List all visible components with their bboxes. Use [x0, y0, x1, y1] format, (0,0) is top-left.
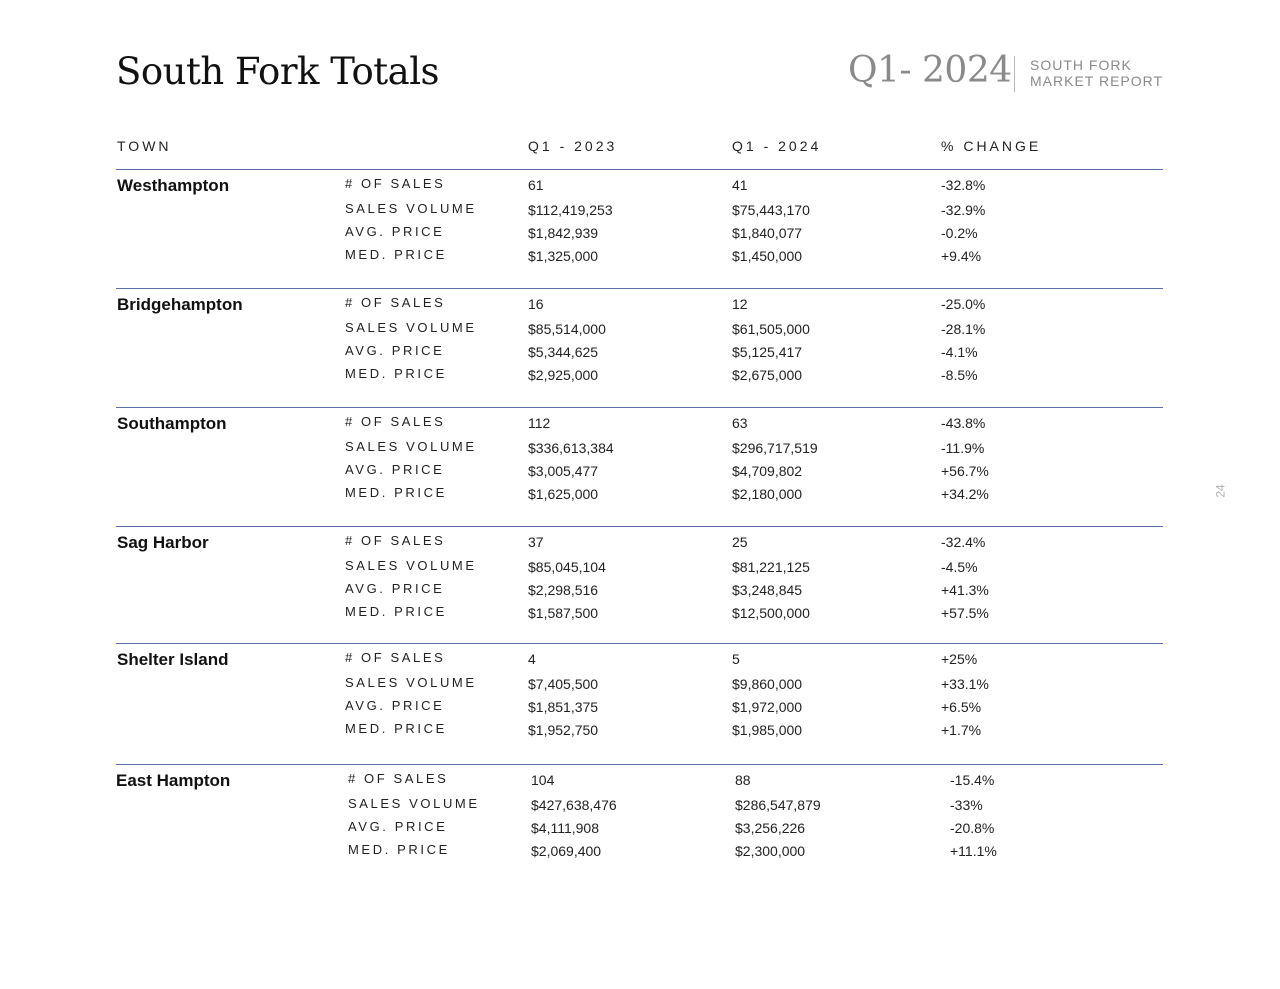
value-percent-change: -8.5% [941, 367, 978, 383]
table-row [0, 797, 1280, 817]
value-percent-change: +1.7% [941, 722, 982, 738]
value-q1-2024: 25 [732, 534, 748, 550]
table-row [0, 534, 1280, 554]
value-q1-2023: 112 [528, 415, 551, 431]
town-name: Southampton [117, 414, 227, 433]
value-q1-2024: $61,505,000 [732, 321, 810, 337]
section-divider [116, 407, 1163, 408]
value-q1-2024: $296,717,519 [732, 440, 818, 456]
value-q1-2024: $1,972,000 [732, 699, 803, 715]
table-row [0, 582, 1280, 602]
value-q1-2023: $1,952,750 [528, 722, 599, 738]
value-q1-2023: 16 [528, 296, 544, 312]
metric-label: AVG. PRICE [345, 462, 445, 477]
value-percent-change: +41.3% [941, 582, 989, 598]
metric-label: SALES VOLUME [345, 201, 477, 216]
value-percent-change: -32.9% [941, 202, 986, 218]
metric-label: MED. PRICE [345, 721, 447, 736]
value-q1-2023: 4 [528, 651, 536, 667]
value-q1-2023: 61 [528, 177, 544, 193]
value-q1-2023: $1,851,375 [528, 699, 599, 715]
value-q1-2024: $81,221,125 [732, 559, 810, 575]
metric-label: # OF SALES [345, 414, 446, 429]
metric-label: # OF SALES [348, 771, 449, 786]
value-percent-change: -15.4% [950, 772, 995, 788]
town-name: Shelter Island [117, 650, 229, 669]
metric-label: # OF SALES [345, 176, 446, 191]
value-q1-2023: $5,344,625 [528, 344, 599, 360]
metric-label: MED. PRICE [345, 366, 447, 381]
town-name: Westhampton [117, 176, 230, 195]
value-q1-2024: $2,180,000 [732, 486, 803, 502]
table-row [0, 605, 1280, 625]
metric-label: AVG. PRICE [345, 581, 445, 596]
table-row [0, 722, 1280, 742]
value-q1-2024: $2,300,000 [735, 843, 806, 859]
section-divider [116, 169, 1163, 170]
metric-label: SALES VOLUME [345, 320, 477, 335]
town-name: Sag Harbor [117, 533, 209, 552]
value-q1-2023: $2,925,000 [528, 367, 599, 383]
value-q1-2023: 104 [531, 772, 555, 788]
metric-label: AVG. PRICE [345, 698, 445, 713]
brand-divider [1014, 56, 1015, 92]
value-percent-change: -4.5% [941, 559, 978, 575]
value-percent-change: -32.4% [941, 534, 986, 550]
table-row [0, 248, 1280, 268]
metric-label: SALES VOLUME [345, 439, 477, 454]
page-number: 24 [1213, 484, 1228, 498]
value-q1-2023: $112,419,253 [528, 202, 613, 218]
section-divider [116, 764, 1163, 765]
value-q1-2023: $4,111,908 [531, 820, 599, 836]
value-q1-2023: $2,069,400 [531, 843, 602, 859]
metric-label: AVG. PRICE [345, 224, 445, 239]
value-q1-2023: $1,842,939 [528, 225, 599, 241]
value-q1-2023: $85,514,000 [528, 321, 606, 337]
section-divider [116, 288, 1163, 289]
report-period: Q1- 2024 [848, 50, 1012, 91]
metric-label: MED. PRICE [345, 485, 447, 500]
metric-label: # OF SALES [345, 650, 446, 665]
value-percent-change: -43.8% [941, 415, 986, 431]
value-q1-2024: 41 [732, 177, 748, 193]
value-q1-2024: $3,256,226 [735, 820, 806, 836]
table-row [0, 440, 1280, 460]
metric-label: SALES VOLUME [348, 796, 480, 811]
metric-label: MED. PRICE [345, 604, 447, 619]
value-q1-2024: 12 [732, 296, 748, 312]
metric-label: AVG. PRICE [345, 343, 445, 358]
table-row [0, 651, 1280, 671]
page-title: South Fork Totals [116, 50, 440, 93]
value-q1-2023: $3,005,477 [528, 463, 599, 479]
metric-label: AVG. PRICE [348, 819, 448, 834]
table-row [0, 415, 1280, 435]
column-header-town: TOWN [117, 138, 172, 154]
value-percent-change: +25% [941, 651, 978, 667]
value-q1-2024: $5,125,417 [732, 344, 803, 360]
table-row [0, 202, 1280, 222]
value-q1-2024: $1,840,077 [732, 225, 803, 241]
value-percent-change: -0.2% [941, 225, 978, 241]
value-q1-2024: 63 [732, 415, 748, 431]
value-percent-change: -33% [950, 797, 983, 813]
value-percent-change: -4.1% [941, 344, 978, 360]
value-percent-change: -25.0% [941, 296, 986, 312]
table-row [0, 463, 1280, 483]
value-percent-change: +56.7% [941, 463, 989, 479]
table-row [0, 225, 1280, 245]
brand-line-2: MARKET REPORT [1030, 73, 1164, 89]
value-q1-2024: 88 [735, 772, 751, 788]
value-q1-2024: $2,675,000 [732, 367, 803, 383]
value-q1-2024: $75,443,170 [732, 202, 810, 218]
town-name: Bridgehampton [117, 295, 243, 314]
column-header-q1-2023: Q1 - 2023 [528, 138, 618, 154]
value-q1-2024: $3,248,845 [732, 582, 803, 598]
value-percent-change: +11.1% [950, 843, 997, 859]
metric-label: SALES VOLUME [345, 675, 477, 690]
value-q1-2024: $12,500,000 [732, 605, 810, 621]
value-q1-2023: 37 [528, 534, 544, 550]
value-q1-2024: $1,450,000 [732, 248, 803, 264]
town-name: East Hampton [116, 771, 231, 790]
table-row [0, 699, 1280, 719]
value-q1-2023: $1,625,000 [528, 486, 599, 502]
table-row [0, 486, 1280, 506]
value-q1-2024: $286,547,879 [735, 797, 821, 813]
value-percent-change: +33.1% [941, 676, 989, 692]
value-percent-change: +34.2% [941, 486, 989, 502]
table-row [0, 296, 1280, 316]
metric-label: SALES VOLUME [345, 558, 477, 573]
section-divider [116, 643, 1163, 644]
value-percent-change: +57.5% [941, 605, 989, 621]
value-q1-2024: $1,985,000 [732, 722, 803, 738]
value-q1-2023: $336,613,384 [528, 440, 614, 456]
value-q1-2023: $2,298,516 [528, 582, 599, 598]
value-q1-2023: $1,587,500 [528, 605, 599, 621]
table-row [0, 820, 1280, 840]
metric-label: # OF SALES [345, 533, 446, 548]
column-header-q1-2024: Q1 - 2024 [732, 138, 822, 154]
value-q1-2024: 5 [732, 651, 740, 667]
table-row [0, 676, 1280, 696]
brand-line-1: SOUTH FORK [1030, 57, 1132, 73]
value-percent-change: -28.1% [941, 321, 986, 337]
value-q1-2023: $427,638,476 [531, 797, 617, 813]
value-q1-2023: $7,405,500 [528, 676, 599, 692]
value-q1-2023: $1,325,000 [528, 248, 599, 264]
table-row [0, 367, 1280, 387]
value-q1-2024: $9,860,000 [732, 676, 803, 692]
table-row [0, 559, 1280, 579]
section-divider [116, 526, 1163, 527]
report-brand [1030, 57, 1163, 89]
value-percent-change: +9.4% [941, 248, 982, 264]
value-q1-2023: $85,045,104 [528, 559, 606, 575]
column-header-change: % CHANGE [941, 138, 1042, 154]
metric-label: MED. PRICE [348, 842, 450, 857]
table-row [0, 344, 1280, 364]
table-row [0, 772, 1280, 792]
value-percent-change: -20.8% [950, 820, 995, 836]
table-row [0, 177, 1280, 197]
table-row [0, 843, 1280, 863]
metric-label: MED. PRICE [345, 247, 447, 262]
value-percent-change: -11.9% [941, 440, 985, 456]
value-percent-change: -32.8% [941, 177, 986, 193]
metric-label: # OF SALES [345, 295, 446, 310]
value-q1-2024: $4,709,802 [732, 463, 803, 479]
value-percent-change: +6.5% [941, 699, 982, 715]
table-row [0, 321, 1280, 341]
